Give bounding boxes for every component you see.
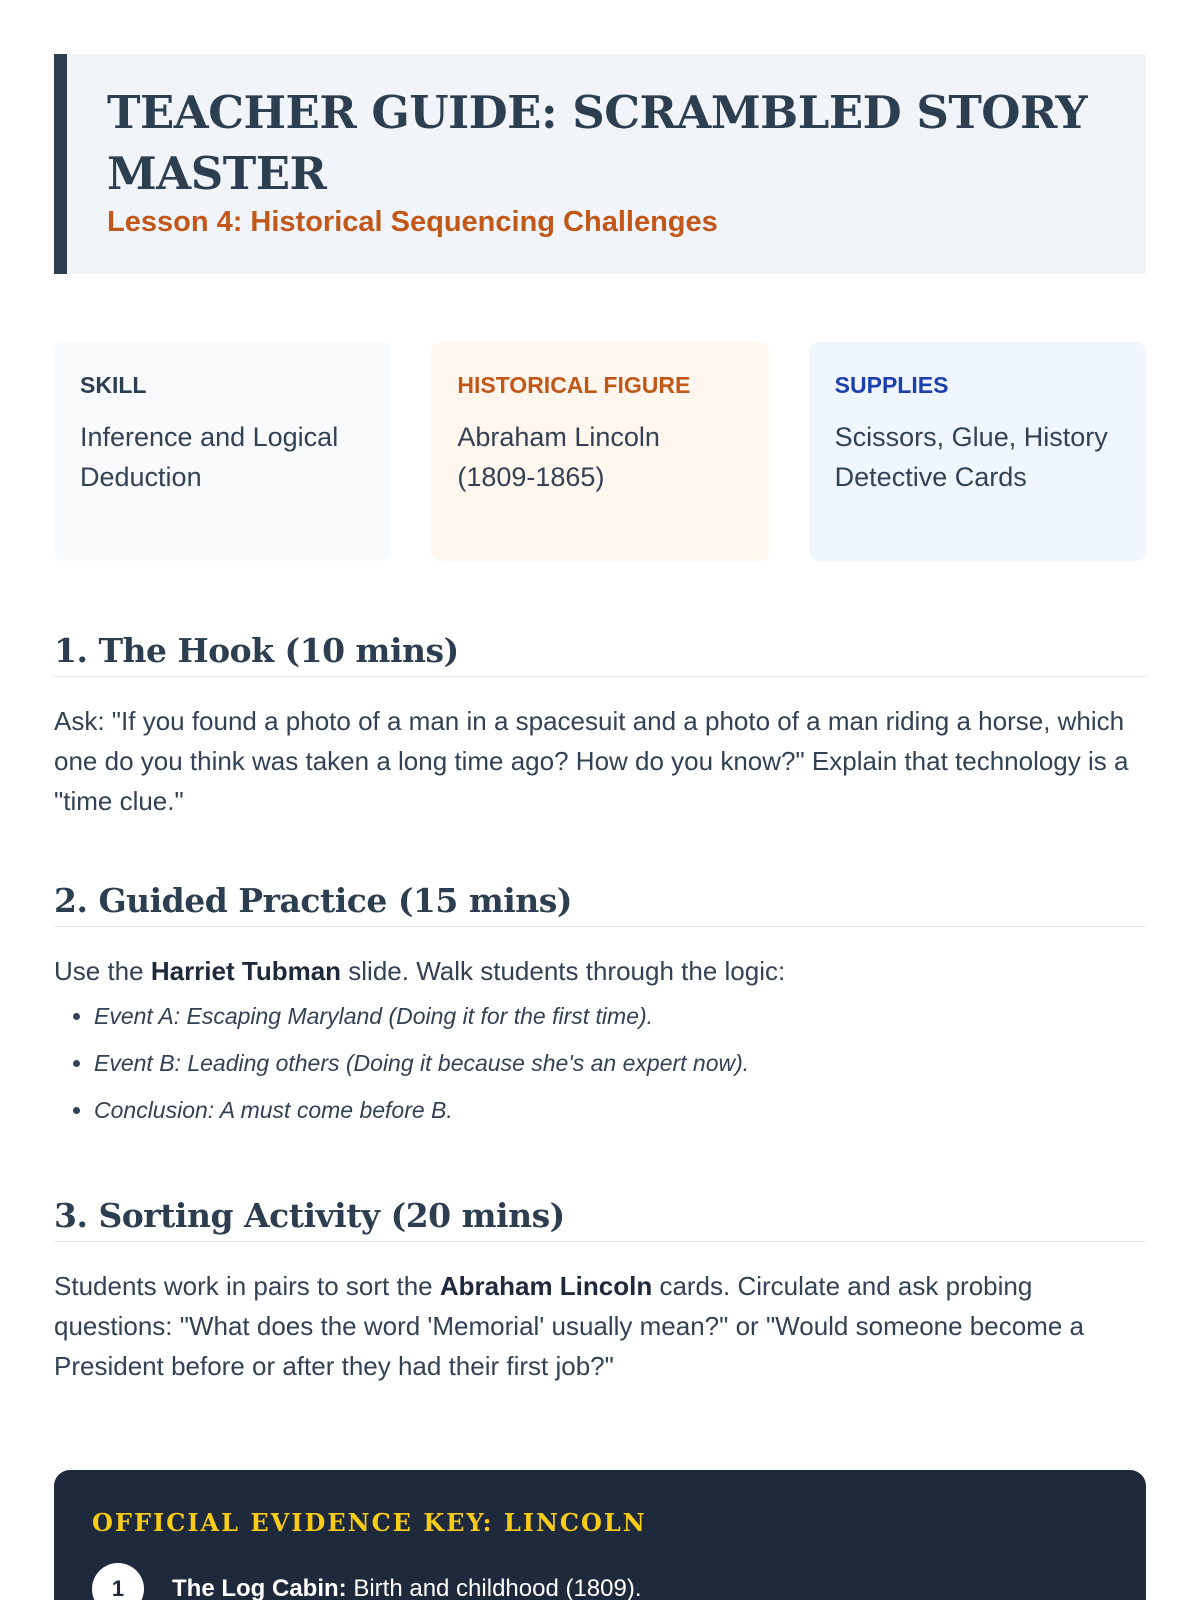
lesson-subtitle: Lesson 4: Historical Sequencing Challenges [107,206,718,238]
text-segment: cards. Circulate and ask probing questions: "What does the word 'Memorial' usually mean?" or "Would someone become a President before or after they had their first job?" [54,1271,1084,1381]
card-label: SUPPLIES [834,372,949,398]
section-text: Ask: "If you found a photo of a man in a spacesuit and a photo of a man riding a horse, which one do you think was taken a long time ago? How do you know?" Explain that technology is a "time clue." [54,706,1129,816]
page-header [54,54,1146,274]
text-segment: Students work in pairs to sort the [54,1271,440,1301]
list-item: • Conclusion: A must come before B. [94,1087,1146,1134]
hook-section [54,631,1146,821]
card-label: HISTORICAL FIGURE [457,372,691,398]
section-text [54,1266,1146,1386]
card-label: SKILL [80,372,147,398]
evidence-key-title: OFFICIAL EVIDENCE KEY: LINCOLN [92,1508,647,1537]
section-heading: 1. The Hook (10 mins) [54,631,1146,677]
card-value: Abraham Lincoln (1809-1865) [457,422,660,492]
event-list [54,993,1146,1134]
supplies-card [809,342,1146,561]
historical-figure-card [431,342,768,561]
evidence-key-panel [54,1470,1146,1600]
text-segment: Use the [54,956,151,986]
evidence-key-text [172,1575,642,1600]
section-text [54,951,1146,991]
card-value: Scissors, Glue, History Detective Cards [834,422,1108,492]
evidence-detail: Birth and childhood (1809). [346,1575,642,1600]
step-number-badge: 1 [92,1563,144,1600]
guided-practice-section [54,881,1146,1134]
evidence-key-item [92,1563,1108,1600]
text-segment: slide. Walk students through the logic: [341,956,786,986]
card-value: Inference and Logical Deduction [80,422,339,492]
skill-card [54,342,391,561]
sorting-activity-section [54,1196,1146,1386]
bold-name: Harriet Tubman [150,956,342,986]
list-item: • Event A: Escaping Maryland (Doing it for the first time). [94,993,1146,1040]
page-title: TEACHER GUIDE: SCRAMBLED STORY MASTER [107,86,1088,200]
bold-name: Abraham Lincoln [439,1271,653,1301]
list-item: • Event B: Leading others (Doing it because she's an expert now). [94,1040,1146,1087]
info-cards [54,342,1146,561]
evidence-label: The Log Cabin: [172,1575,347,1600]
section-heading: 3. Sorting Activity (20 mins) [54,1196,1146,1242]
section-heading: 2. Guided Practice (15 mins) [54,881,1146,927]
